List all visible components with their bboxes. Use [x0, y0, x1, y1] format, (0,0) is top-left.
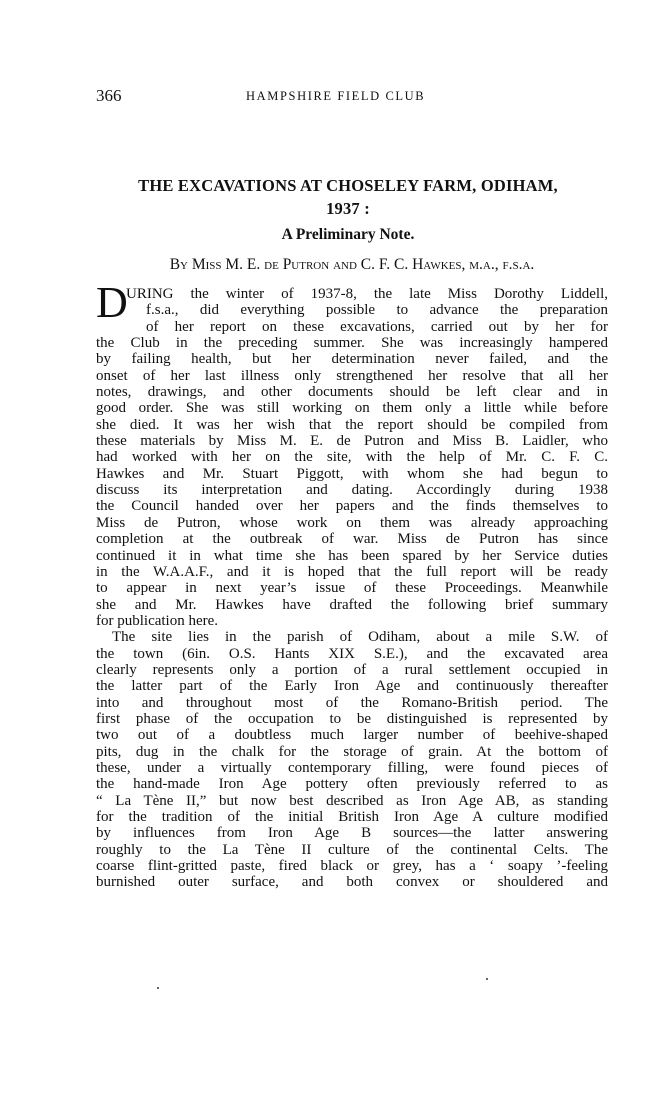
- body-line: URING the winter of 1937-8, the late Miss Dorothy Liddell,: [126, 286, 608, 302]
- body-line: “ La Tène II,” but now best described as Iron Age AB, as standing: [96, 792, 608, 809]
- body-line: first phase of the occupation to be distinguished is represented by: [96, 710, 608, 727]
- body-line: she and Mr. Hawkes have drafted the following brief summary: [96, 596, 608, 613]
- body-line: continued it in what time she has been spared by her Service duties: [96, 547, 608, 564]
- body-line: for publication here.: [96, 612, 219, 629]
- body-line: the Council handed over her papers and the finds themselves to: [96, 498, 608, 515]
- drop-cap: D: [96, 278, 128, 327]
- body-line: coarse flint-gritted paste, fired black or grey, has a ‘ soapy ’-feeling: [96, 858, 608, 875]
- body-line: onset of her last illness only strengthened her resolve that all her: [96, 367, 608, 384]
- body-line: clearly represents only a portion of a rural settlement occupied in: [96, 661, 608, 678]
- page-number: 366: [96, 86, 122, 105]
- body-line: The site lies in the parish of Odiham, about a mile S.W. of: [112, 629, 608, 646]
- body-text: [96, 278, 608, 891]
- body-line: f.s.a., did everything possible to advance the preparation: [146, 302, 608, 319]
- article-title-line-2: 1937 :: [326, 199, 370, 218]
- body-line: had worked with her on the site, with the help of Mr. C. F. C.: [96, 449, 608, 466]
- body-line: the Club in the preceding summer. She was increasingly hampered: [96, 335, 608, 352]
- body-line: for the tradition of the initial British Iron Age A culture modified: [96, 809, 608, 825]
- body-line: to appear in next year’s issue of these Proceedings. Meanwhile: [96, 580, 608, 597]
- scan-speck: [157, 987, 159, 989]
- body-line: Hawkes and Mr. Stuart Piggott, with whom she had begun to: [96, 465, 608, 482]
- article-title: [80, 174, 616, 220]
- body-line: burnished outer surface, and both convex or shouldered and: [96, 874, 608, 891]
- body-line: Miss de Putron, whose work on them was already approaching: [96, 514, 608, 531]
- body-line: completion at the outbreak of war. Miss de Putron has since: [96, 531, 608, 548]
- body-line: the latter part of the Early Iron Age and continuously thereafter: [96, 678, 608, 695]
- running-head: [96, 86, 608, 108]
- body-line: by failing health, but her determination never failed, and the: [96, 351, 608, 368]
- journal-title: HAMPSHIRE FIELD CLUB: [246, 89, 426, 103]
- article-subtitle: A Preliminary Note.: [281, 226, 415, 243]
- body-line: discuss its interpretation and dating. Accordingly during 1938: [96, 482, 608, 499]
- body-line: into and throughout most of the Romano-British period. The: [96, 694, 608, 711]
- byline: By Miss M. E. de Putron and C. F. C. Hawkes, m.a., f.s.a.: [169, 256, 535, 273]
- body-line: roughly to the La Tène II culture of the continental Celts. The: [96, 841, 608, 858]
- article-title-line-1: THE EXCAVATIONS AT CHOSELEY FARM, ODIHAM,: [138, 176, 558, 195]
- body-line: in the W.A.A.F., and it is hoped that the full report will be ready: [96, 563, 608, 580]
- body-line: of her report on these excavations, carried out by her for: [146, 318, 608, 335]
- body-line: by influences from Iron Age B sources—the latter answering: [96, 825, 608, 842]
- body-line: two out of a doubtless much larger number of beehive-shaped: [96, 727, 608, 744]
- body-line: these, under a virtually contemporary filling, were found pieces of: [96, 759, 608, 776]
- body-line: the hand-made Iron Age pottery often previously referred to as: [96, 776, 608, 793]
- body-line: the town (6in. O.S. Hants XIX S.E.), and the excavated area: [96, 645, 608, 662]
- body-line: notes, drawings, and other documents should be left clear and in: [96, 384, 608, 401]
- scan-speck: [486, 978, 488, 980]
- body-line: these materials by Miss M. E. de Putron and Miss B. Laidler, who: [96, 433, 608, 450]
- body-line: good order. She was still working on them only a little while before: [96, 400, 608, 417]
- body-line: she died. It was her wish that the report should be compiled from: [96, 416, 608, 433]
- body-line: pits, dug in the chalk for the storage of grain. At the bottom of: [96, 743, 608, 760]
